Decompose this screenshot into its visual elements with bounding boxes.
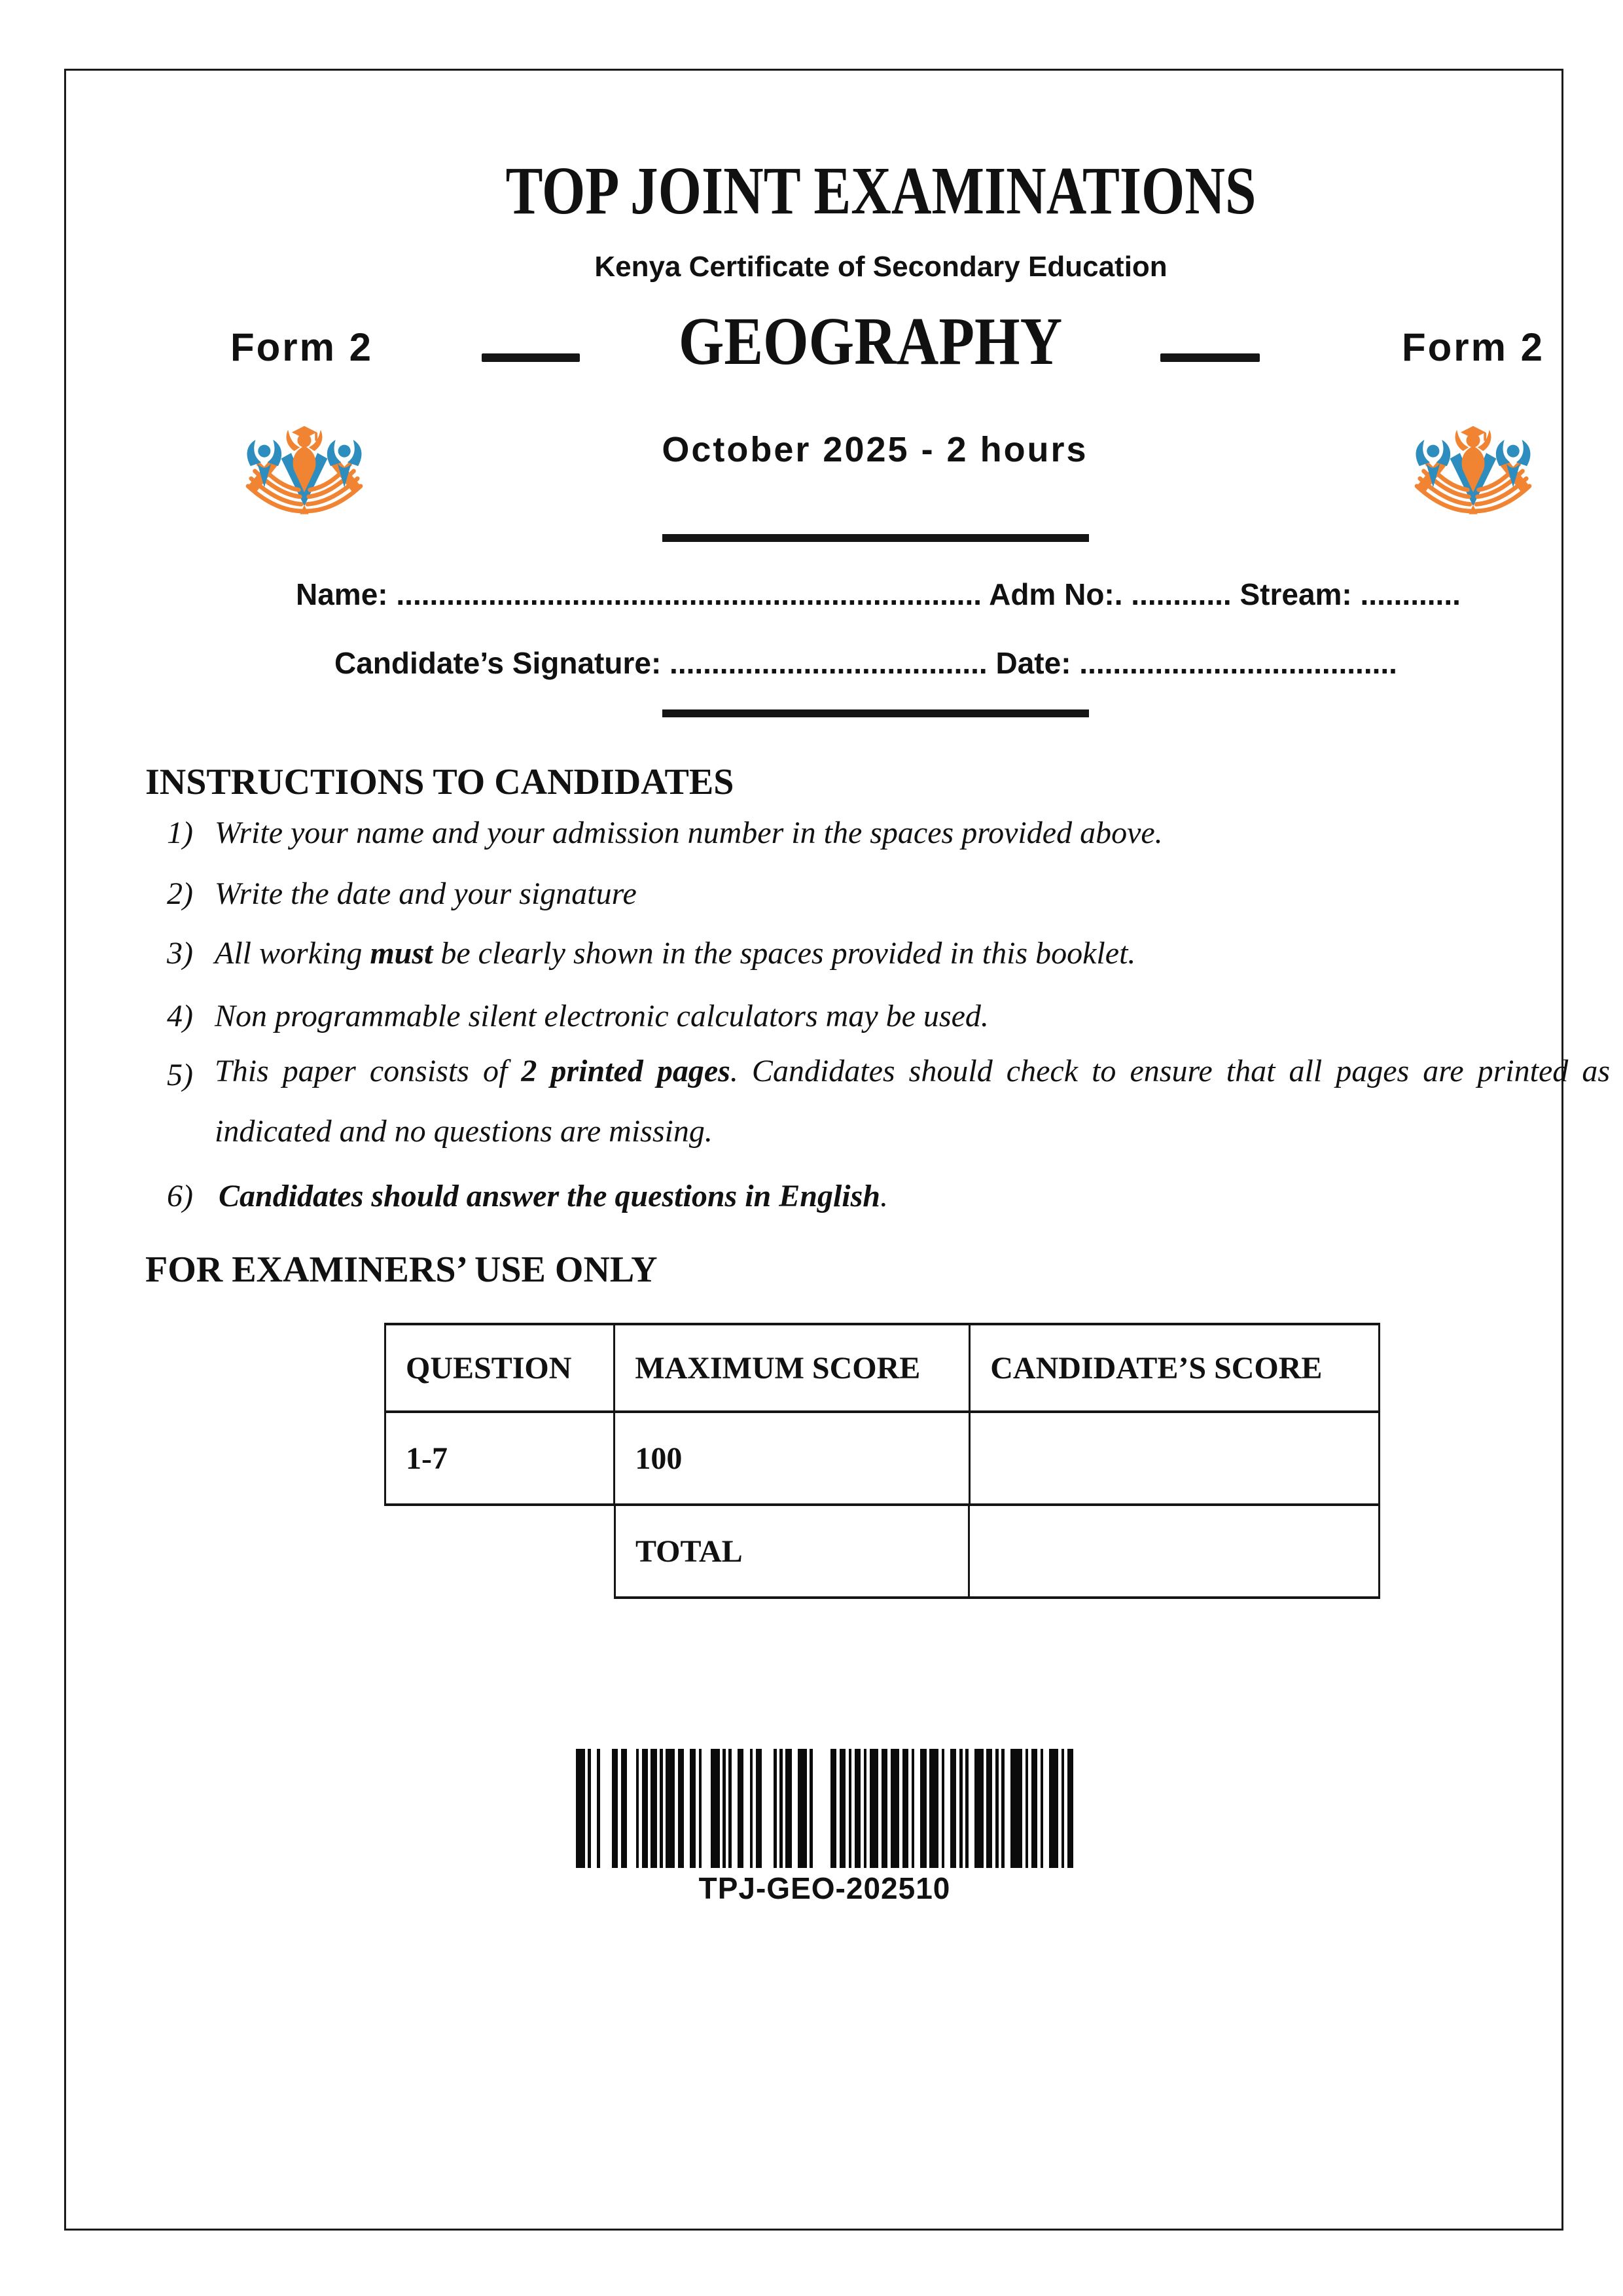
- dash-left: [482, 353, 580, 362]
- divider-bottom: [662, 709, 1089, 717]
- table-header-row: [384, 1323, 1380, 1413]
- instruction-item: Candidates should answer the questions in English.: [219, 1179, 888, 1213]
- form-level-left: Form 2: [230, 325, 374, 369]
- barcode-gap: [792, 1749, 798, 1868]
- date-dotted-blank: ......................................: [1079, 646, 1397, 680]
- students-figures: [247, 426, 362, 492]
- barcode-bar: [711, 1749, 720, 1868]
- name-label: Name:: [296, 577, 388, 611]
- students-figures: [1416, 426, 1531, 492]
- form-level-right: Form 2: [1401, 325, 1545, 369]
- total-label-cell: TOTAL: [614, 1506, 970, 1599]
- instruction-number: 2): [167, 876, 193, 911]
- barcode-gap: [813, 1749, 830, 1868]
- barcode-bar: [974, 1749, 984, 1868]
- barcode-bar: [1031, 1749, 1037, 1868]
- barcode-gap: [762, 1749, 774, 1868]
- barcode-gap: [732, 1749, 738, 1868]
- barcode-gap: [969, 1749, 974, 1868]
- barcode-bar: [920, 1749, 926, 1868]
- instruction-line-justified: This paper consists of 2 printed pages. Candidates should check to ensure that all pages are printed as: [215, 1054, 1611, 1088]
- date-label: Date:: [995, 646, 1071, 680]
- barcode-gap: [600, 1749, 612, 1868]
- instruction-number: 3): [167, 936, 193, 971]
- session-line: October 2025 - 2 hours: [662, 430, 1088, 469]
- barcode-gap: [591, 1749, 597, 1868]
- adm-no-dotted-blank: ............: [1131, 577, 1232, 611]
- barcode-bar: [798, 1749, 807, 1868]
- instruction-number: 6): [167, 1179, 193, 1213]
- barcode-gap: [1005, 1749, 1010, 1868]
- barcode-bar: [785, 1749, 791, 1868]
- barcode-bar: [830, 1749, 836, 1868]
- column-header-question: QUESTION: [386, 1323, 615, 1413]
- instructions-heading: INSTRUCTIONS TO CANDIDATES: [145, 762, 734, 802]
- barcode-bar: [678, 1749, 684, 1868]
- barcode-bars: [576, 1749, 1073, 1868]
- instruction-line: indicated and no questions are missing.: [215, 1114, 713, 1149]
- barcode-bar: [621, 1749, 627, 1868]
- candidates-score-cell: [971, 1413, 1380, 1506]
- barcode-bar: [642, 1749, 648, 1868]
- page-subtitle: Kenya Certificate of Secondary Education: [594, 251, 1168, 283]
- signature-dotted-blank: ......................................: [669, 646, 988, 680]
- barcode-bar: [986, 1749, 992, 1868]
- column-header-candidates-score: CANDIDATE’S SCORE: [971, 1323, 1380, 1413]
- adm-no-label: Adm No:.: [989, 577, 1123, 611]
- instruction-item: Non programmable silent electronic calculators may be used.: [215, 999, 989, 1033]
- name-dotted-blank: ......................................................................: [396, 577, 982, 611]
- total-score-cell: [970, 1506, 1380, 1599]
- school-logo-icon: [1410, 411, 1537, 524]
- barcode-gap: [627, 1749, 636, 1868]
- barcode-bar: [690, 1749, 696, 1868]
- barcode-bar: [891, 1749, 900, 1868]
- stream-label: Stream:: [1240, 577, 1352, 611]
- maximum-score-cell: 100: [615, 1413, 971, 1506]
- barcode-bar: [855, 1749, 861, 1868]
- signature-label: Candidate’s Signature:: [334, 646, 662, 680]
- barcode-bar: [651, 1749, 656, 1868]
- barcode-label: TPJ-GEO-202510: [698, 1871, 951, 1905]
- dash-right: [1160, 353, 1260, 362]
- instruction-item: Write the date and your signature: [215, 876, 637, 911]
- barcode-bar: [612, 1749, 618, 1868]
- instruction-item: [215, 1041, 1610, 1162]
- barcode-bar: [756, 1749, 762, 1868]
- barcode-bar: [950, 1749, 956, 1868]
- barcode-gap: [944, 1749, 950, 1868]
- instruction-item: All working must be clearly shown in the spaces provided in this booklet.: [215, 936, 1136, 971]
- barcode-bar: [902, 1749, 908, 1868]
- examiners-heading: FOR EXAMINERS’ USE ONLY: [145, 1249, 658, 1290]
- barcode-gap: [702, 1749, 711, 1868]
- stream-dotted-blank: ............: [1360, 577, 1461, 611]
- barcode-bar: [738, 1749, 743, 1868]
- barcode-gap: [684, 1749, 690, 1868]
- examiners-table: [384, 1323, 1380, 1599]
- barcode-bar: [1010, 1749, 1022, 1868]
- signature-line: [334, 648, 1397, 678]
- barcode-bar: [882, 1749, 887, 1868]
- barcode-gap: [1043, 1749, 1049, 1868]
- barcode-bar: [870, 1749, 879, 1868]
- subject-title: GEOGRAPHY: [678, 304, 1063, 379]
- barcode-bar: [1049, 1749, 1058, 1868]
- logo-left: [241, 411, 368, 527]
- barcode-gap: [914, 1749, 920, 1868]
- name-line: [296, 579, 1461, 609]
- instruction-number: 4): [167, 999, 193, 1033]
- page-title: TOP JOINT EXAMINATIONS: [505, 153, 1257, 228]
- instruction-number: 5): [167, 1058, 193, 1092]
- column-header-maximum-score: MAXIMUM SCORE: [615, 1323, 971, 1413]
- barcode-bar: [929, 1749, 938, 1868]
- logo-right: [1410, 411, 1537, 527]
- barcode-bar: [840, 1749, 846, 1868]
- question-range-cell: 1-7: [386, 1413, 615, 1506]
- instruction-number: 1): [167, 816, 193, 850]
- instruction-item: Write your name and your admission number in the spaces provided above.: [215, 816, 1163, 850]
- barcode-gap: [743, 1749, 749, 1868]
- barcode-bar: [1067, 1749, 1073, 1868]
- school-logo-icon: [241, 411, 368, 524]
- barcode-bar: [666, 1749, 675, 1868]
- table-total-row: [614, 1506, 1380, 1599]
- table-row: [384, 1413, 1380, 1506]
- divider-top: [662, 534, 1089, 542]
- barcode-bar: [576, 1749, 585, 1868]
